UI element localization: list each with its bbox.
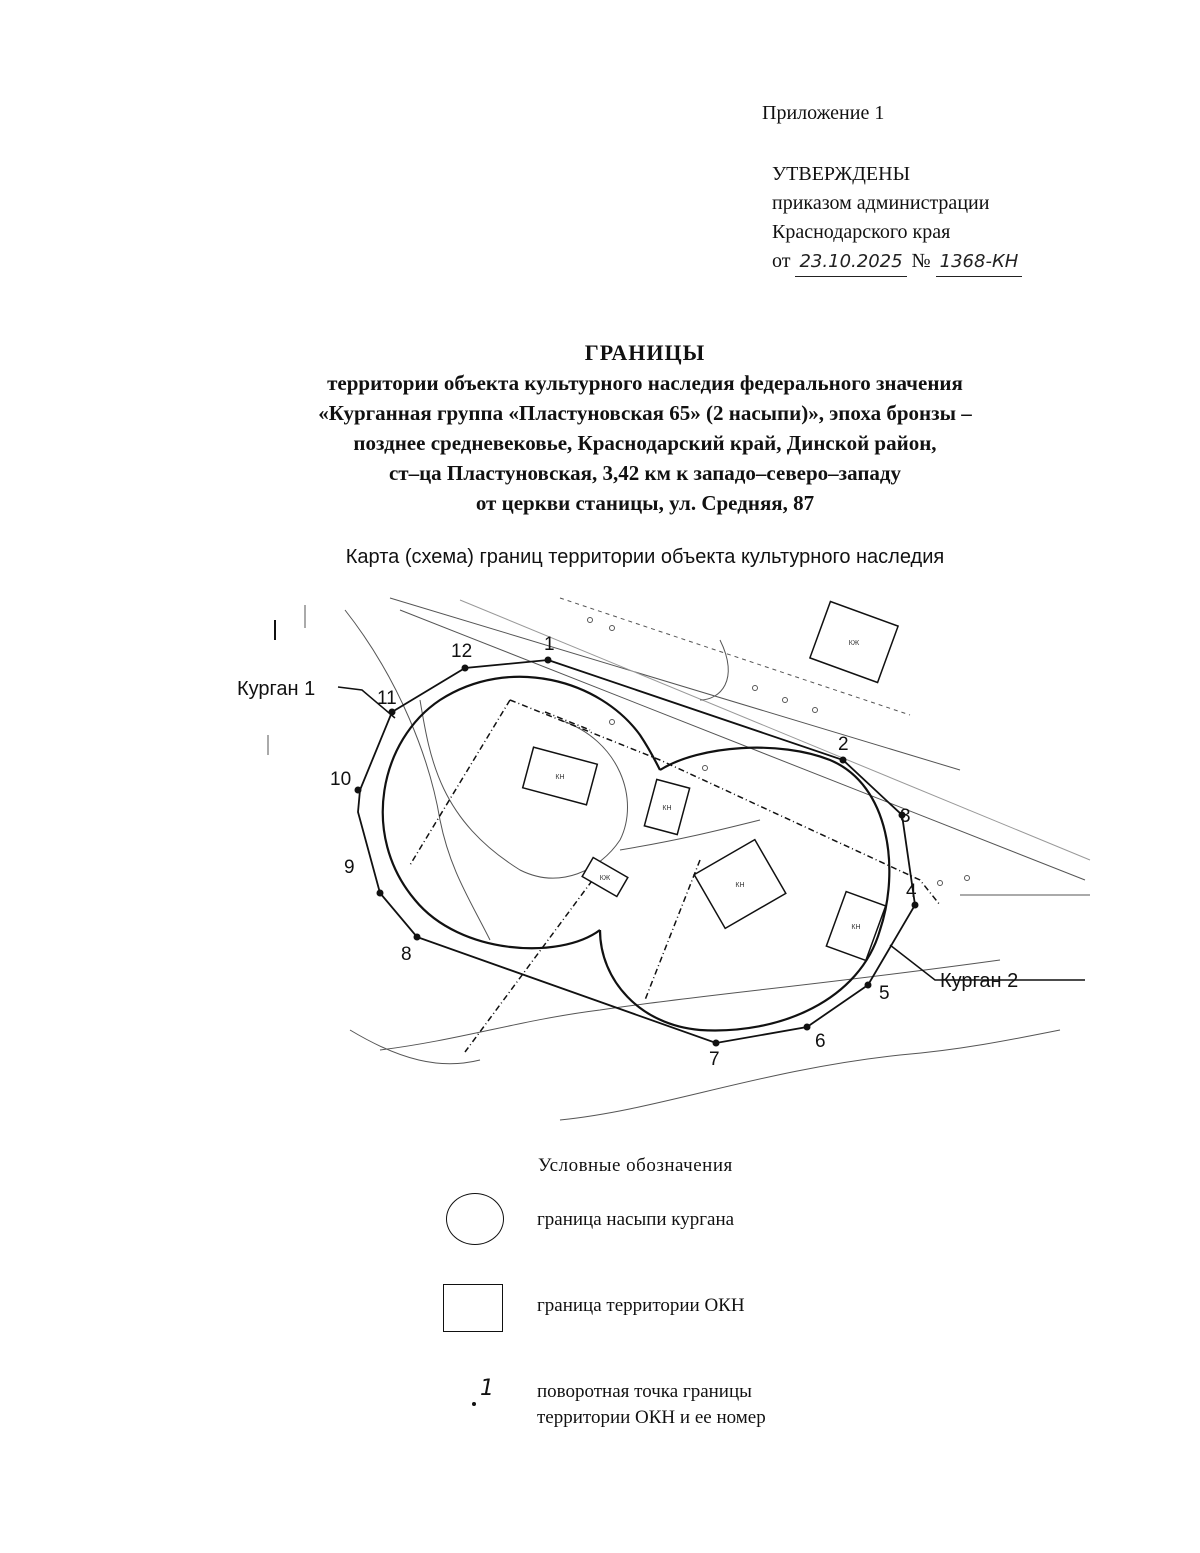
- date-prefix: от: [772, 250, 791, 272]
- cadastral-boundary: [545, 712, 590, 730]
- turn-point-6: [804, 1024, 811, 1031]
- turn-point-7: [713, 1040, 720, 1047]
- turn-point-11: [389, 709, 396, 716]
- road-line: [400, 610, 1085, 880]
- turn-point-label: 11: [377, 688, 397, 709]
- contour-line: [350, 1030, 480, 1064]
- legend-label-mound: граница насыпи кургана: [537, 1209, 735, 1230]
- turn-point-label: 10: [330, 769, 352, 790]
- contour-line: [620, 820, 760, 850]
- handwritten-number: 1368-КН: [936, 247, 1023, 277]
- turn-point-9: [377, 890, 384, 897]
- tree-symbol: [783, 698, 788, 703]
- tree-symbol: [965, 876, 970, 881]
- legend-label-point-line1: поворотная точка границы: [537, 1381, 752, 1402]
- contour-line: [700, 640, 728, 700]
- turn-point-label: 5: [879, 983, 890, 1004]
- approved-line: приказом администрации: [772, 192, 990, 214]
- cadastral-boundary: [645, 860, 700, 1000]
- tree-symbol: [938, 881, 943, 886]
- tree-symbol: [813, 708, 818, 713]
- legend-title: Условные обозначения: [538, 1155, 733, 1176]
- circle-icon: [446, 1193, 504, 1245]
- legend-label-point-line2: территории ОКН и ее номер: [537, 1407, 766, 1428]
- building-label: КН: [851, 924, 861, 931]
- title-line: от церкви станицы, ул. Средняя, 87: [475, 491, 815, 515]
- building-label: КЖ: [599, 875, 611, 882]
- turn-point-label: 3: [900, 806, 911, 827]
- tree-symbol: [753, 686, 758, 691]
- turn-point-label: 12: [451, 641, 473, 662]
- boundary-map: [0, 585, 1200, 1145]
- contour-line: [380, 960, 1000, 1050]
- turn-point-8: [414, 934, 421, 941]
- title-line: позднее средневековье, Краснодарский край, Динской район,: [353, 431, 937, 455]
- contour-line: [420, 700, 628, 878]
- turn-point-label: 6: [815, 1031, 826, 1052]
- cadastral-boundary: [410, 700, 510, 865]
- title-line: «Курганная группа «Пластуновская 65» (2 насыпи)», эпоха бронзы –: [318, 401, 972, 425]
- tree-symbol: [703, 766, 708, 771]
- title-line: территории объекта культурного наследия федерального значения: [327, 371, 963, 395]
- tree-symbol: [588, 618, 593, 623]
- turn-point-label: 4: [906, 881, 917, 902]
- map-caption: Карта (схема) границ территории объекта культурного наследия: [345, 546, 945, 568]
- turn-point-5: [865, 982, 872, 989]
- appendix-label: Приложение 1: [762, 102, 885, 124]
- document-title: [180, 338, 1110, 518]
- approved-line: УТВЕРЖДЕНЫ: [772, 163, 911, 185]
- title-heading: ГРАНИЦЫ: [584, 340, 706, 365]
- turn-point-label: 2: [838, 734, 849, 755]
- turn-point-10: [355, 787, 362, 794]
- point-icon: [472, 1402, 476, 1406]
- turn-point-4: [912, 902, 919, 909]
- approval-block: [772, 160, 1022, 277]
- okn-territory-boundary: [358, 660, 915, 1043]
- point-number-icon: 1: [480, 1376, 494, 1401]
- kurgan-2-label: Курган 2: [940, 970, 1019, 992]
- building-label: КЖ: [848, 640, 860, 647]
- turn-point-label: 8: [401, 944, 412, 965]
- turn-point-2: [840, 757, 847, 764]
- number-prefix: №: [911, 250, 931, 272]
- turn-point-label: 9: [344, 857, 355, 878]
- legend-label-territory: граница территории ОКН: [537, 1295, 745, 1316]
- kurgan-1-mound-boundary: [383, 677, 660, 948]
- handwritten-date: 23.10.2025: [795, 247, 906, 277]
- rectangle-icon: [443, 1284, 503, 1332]
- contour-line: [560, 1030, 1060, 1120]
- building-label: КН: [735, 882, 745, 889]
- turn-point-1: [545, 657, 552, 664]
- turn-point-label: 7: [709, 1049, 720, 1070]
- tree-symbol: [610, 626, 615, 631]
- approval-date-line: [772, 247, 1022, 277]
- tree-symbol: [610, 720, 615, 725]
- kurgan-1-label: Курган 1: [237, 678, 316, 700]
- building-label: КН: [662, 805, 672, 812]
- approved-line: Краснодарского края: [772, 221, 951, 243]
- title-line: ст–ца Пластуновская, 3,42 км к западо–северо–западу: [388, 461, 902, 485]
- building-label: КН: [555, 774, 565, 781]
- turn-point-12: [462, 665, 469, 672]
- turn-point-label: 1: [544, 634, 555, 655]
